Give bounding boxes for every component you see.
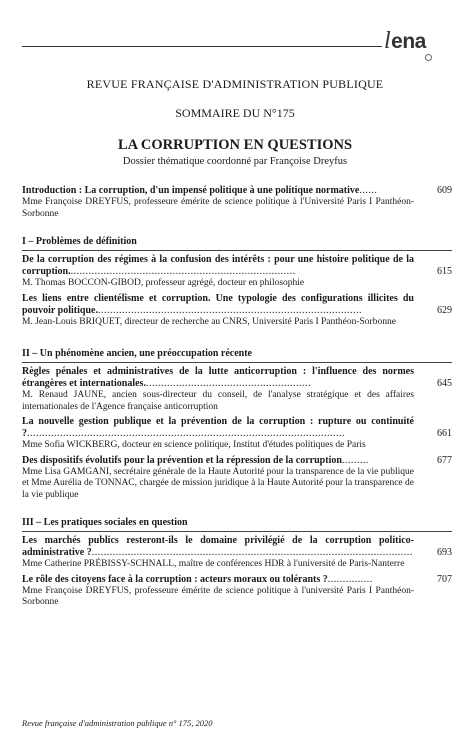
toc-section-3	[22, 517, 452, 612]
toc-entry[interactable]	[22, 293, 452, 329]
page-number: 677	[437, 454, 452, 466]
section-heading: III – Les pratiques sociales en question	[22, 517, 452, 532]
toc-entry[interactable]	[22, 254, 452, 290]
page-footer: Revue française d'administration publique n° 175, 2020	[22, 718, 213, 728]
entry-title: Introduction : La corruption, d'un impensé politique à une politique normative......	[22, 185, 378, 196]
page-number: 615	[437, 266, 452, 277]
page-number: 707	[437, 573, 452, 585]
entry-author: M. Thomas BOCCON-GIBOD, professeur agrégé, docteur en philosophie	[22, 278, 305, 288]
toc-entry[interactable]	[22, 455, 452, 502]
issue-summary: SOMMAIRE DU N°175	[175, 106, 295, 120]
entry-author: Mme Catherine PRÉBISSY-SCHNALL, maître de conférences HDR à l'université de Paris-Nanterre	[22, 559, 405, 569]
entry-author: Mme Françoise DREYFUS, professeure émérite de science politique à l'université Paris I Panthéon-Sorbonne	[22, 585, 414, 607]
section-heading: II – Un phénomène ancien, une préoccupation récente	[22, 348, 452, 363]
ena-logo	[384, 28, 426, 55]
entry-title: Des dispositifs évolutifs pour la prévention et la répression de la corruption.........	[22, 454, 369, 466]
journal-title: REVUE FRANÇAISE D'ADMINISTRATION PUBLIQUE	[86, 77, 384, 91]
page-number: 645	[437, 378, 452, 389]
toc-entry[interactable]	[22, 574, 452, 609]
page-number: 609	[437, 185, 452, 196]
dossier-title: LA CORRUPTION EN QUESTIONS	[117, 137, 353, 153]
registered-mark-icon	[425, 54, 432, 61]
toc-entry[interactable]	[22, 535, 452, 571]
page-number: 693	[437, 547, 452, 558]
logo-prefix: l	[384, 28, 391, 54]
toc-section-2	[22, 348, 452, 504]
logo-text: ena	[391, 30, 426, 53]
entry-author: M. Renaud JAUNE, ancien sous-directeur du conseil, de l'analyse stratégique et des affaires internationales de l'Agence française anticorruption	[22, 390, 414, 412]
toc-section-1	[22, 236, 452, 331]
toc-entry[interactable]	[22, 366, 452, 413]
page-number: 661	[437, 428, 452, 439]
entry-author: M. Jean-Louis BRIQUET, directeur de recherche au CNRS, Université Paris I Panthéon-Sorbonne	[22, 316, 396, 327]
section-heading: I – Problèmes de définition	[22, 236, 452, 251]
page-number: 629	[437, 304, 452, 316]
toc-entry[interactable]	[22, 416, 452, 452]
entry-title: Les liens entre clientélisme et corruption. Une typologie des configurations illicites du pouvoir politique.........................................................................................	[22, 292, 414, 316]
entry-title: Les marchés publics resteront-ils le domaine privilégié de la corruption politico-administrative ?...........................................................................................................	[22, 535, 414, 558]
entry-title: De la corruption des régimes à la confusion des intérêts : pour une histoire politique de la corruption............................................................................	[22, 254, 414, 277]
entry-author: Mme Lisa GAMGANI, secrétaire générale de la Haute Autorité pour la transparence de la vie publique et Mme Aurélia de TONNAC, chargée de mission juridique à la Haute Autorité pour la transparence de la vie publique	[22, 466, 414, 500]
entry-title: Le rôle des citoyens face à la corruption : acteurs moraux ou tolérants ?...............	[22, 573, 373, 585]
toc-intro	[22, 185, 452, 223]
entry-author: Mme Françoise DREYFUS, professeure émérite de science politique à l'Université Paris I Panthéon-Sorbonne	[22, 197, 414, 219]
header-rule	[22, 46, 382, 47]
entry-title: La nouvelle gestion publique et la prévention de la corruption : rupture ou continuité ?..........................................................................................................	[22, 416, 414, 439]
entry-title: Règles pénales et administratives de la lutte anticorruption : l'influence des normes étrangères et internationales........................................................	[22, 366, 414, 389]
toc-entry[interactable]	[22, 185, 452, 220]
entry-author: Mme Sofia WICKBERG, docteur en science politique, Institut d'études politiques de Paris	[22, 440, 366, 450]
dossier-subtitle: Dossier thématique coordonné par Françoise Dreyfus	[122, 156, 348, 167]
